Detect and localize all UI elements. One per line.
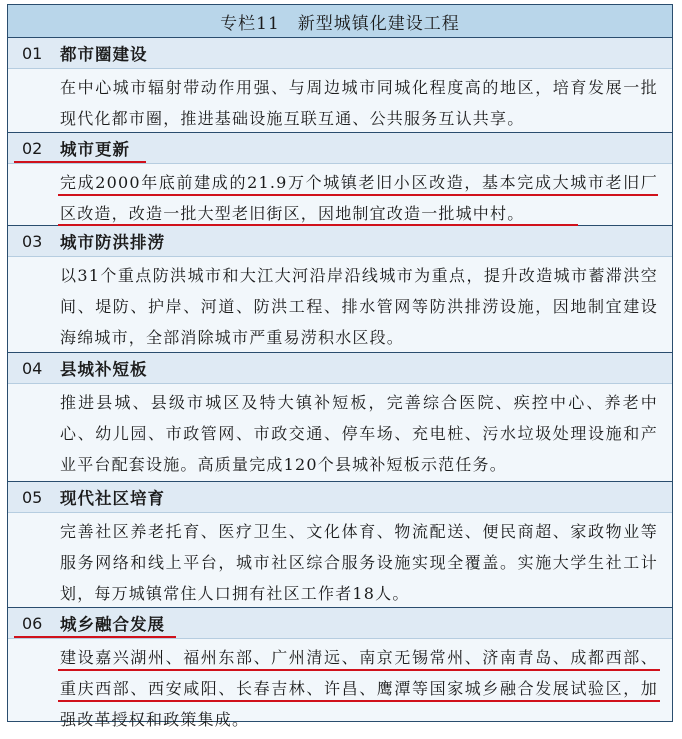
- section-heading: 城市防洪排涝: [60, 233, 165, 252]
- section-number: 06: [22, 613, 43, 633]
- underline-heading: [14, 161, 146, 163]
- section-06: [8, 608, 672, 729]
- section-heading: 城市更新: [60, 140, 130, 159]
- section-05: [8, 482, 672, 608]
- section-heading: 城乡融合发展: [60, 615, 165, 634]
- section-body: 推进县城、县级市城区及特大镇补短板，完善综合医院、疾控中心、养老中心、幼儿园、市政管网、市政交通、停车场、充电桩、污水垃圾处理设施和产业平台配套设施。高质量完成120个县城补短板示范任务。: [60, 393, 658, 474]
- section-02: [8, 133, 672, 226]
- section-header: [8, 226, 672, 257]
- section-body: 建设嘉兴湖州、福州东部、广州清远、南京无锡常州、济南青岛、成都西部、重庆西部、西安咸阳、长春吉林、许昌、鹰潭等国家城乡融合发展试验区，加强改革授权和政策集成。: [60, 648, 658, 729]
- underline-line-1: [58, 194, 658, 196]
- section-number: 05: [22, 487, 43, 507]
- section-header: [8, 353, 672, 384]
- section-heading: 都市圈建设: [60, 45, 148, 64]
- section-number: 03: [22, 231, 43, 251]
- section-body: 在中心城市辐射带动作用强、与周边城市同城化程度高的地区，培育发展一批现代化都市圈，推进基础设施互联互通、公共服务互认共享。: [60, 78, 658, 128]
- section-header: [8, 482, 672, 513]
- section-header: [8, 608, 672, 639]
- section-body: 以31个重点防洪城市和大江大河沿岸沿线城市为重点，提升改造城市蓄滞洪空间、堤防、护岸、河道、防洪工程、排水管网等防洪排涝设施，因地制宜建设海绵城市，全部消除城市严重易涝积水区段。: [60, 266, 658, 347]
- section-body: 完善社区养老托育、医疗卫生、文化体育、物流配送、便民商超、家政物业等服务网络和线上平台，城市社区综合服务设施实现全覆盖。实施大学生社工计划，每万城镇常住人口拥有社区工作者18人。: [60, 522, 658, 603]
- section-number: 02: [22, 138, 43, 158]
- section-number: 01: [22, 43, 43, 63]
- section-heading: 现代社区培育: [60, 489, 165, 508]
- underline-line-2: [58, 700, 660, 702]
- section-number: 04: [22, 358, 43, 378]
- section-header: [8, 38, 672, 69]
- section-header: [8, 133, 672, 164]
- section-04: [8, 353, 672, 482]
- underline-heading: [14, 636, 176, 638]
- underline-line-1: [58, 669, 660, 671]
- box-title: 专栏11 新型城镇化建设工程: [8, 5, 672, 38]
- section-heading: 县城补短板: [60, 360, 148, 379]
- section-body: 完成2000年底前建成的21.9万个城镇老旧小区改造，基本完成大城市老旧厂区改造，改造一批大型老旧街区，因地制宜改造一批城中村。: [60, 173, 658, 223]
- section-01: [8, 38, 672, 133]
- section-03: [8, 226, 672, 353]
- feature-box: [7, 4, 673, 729]
